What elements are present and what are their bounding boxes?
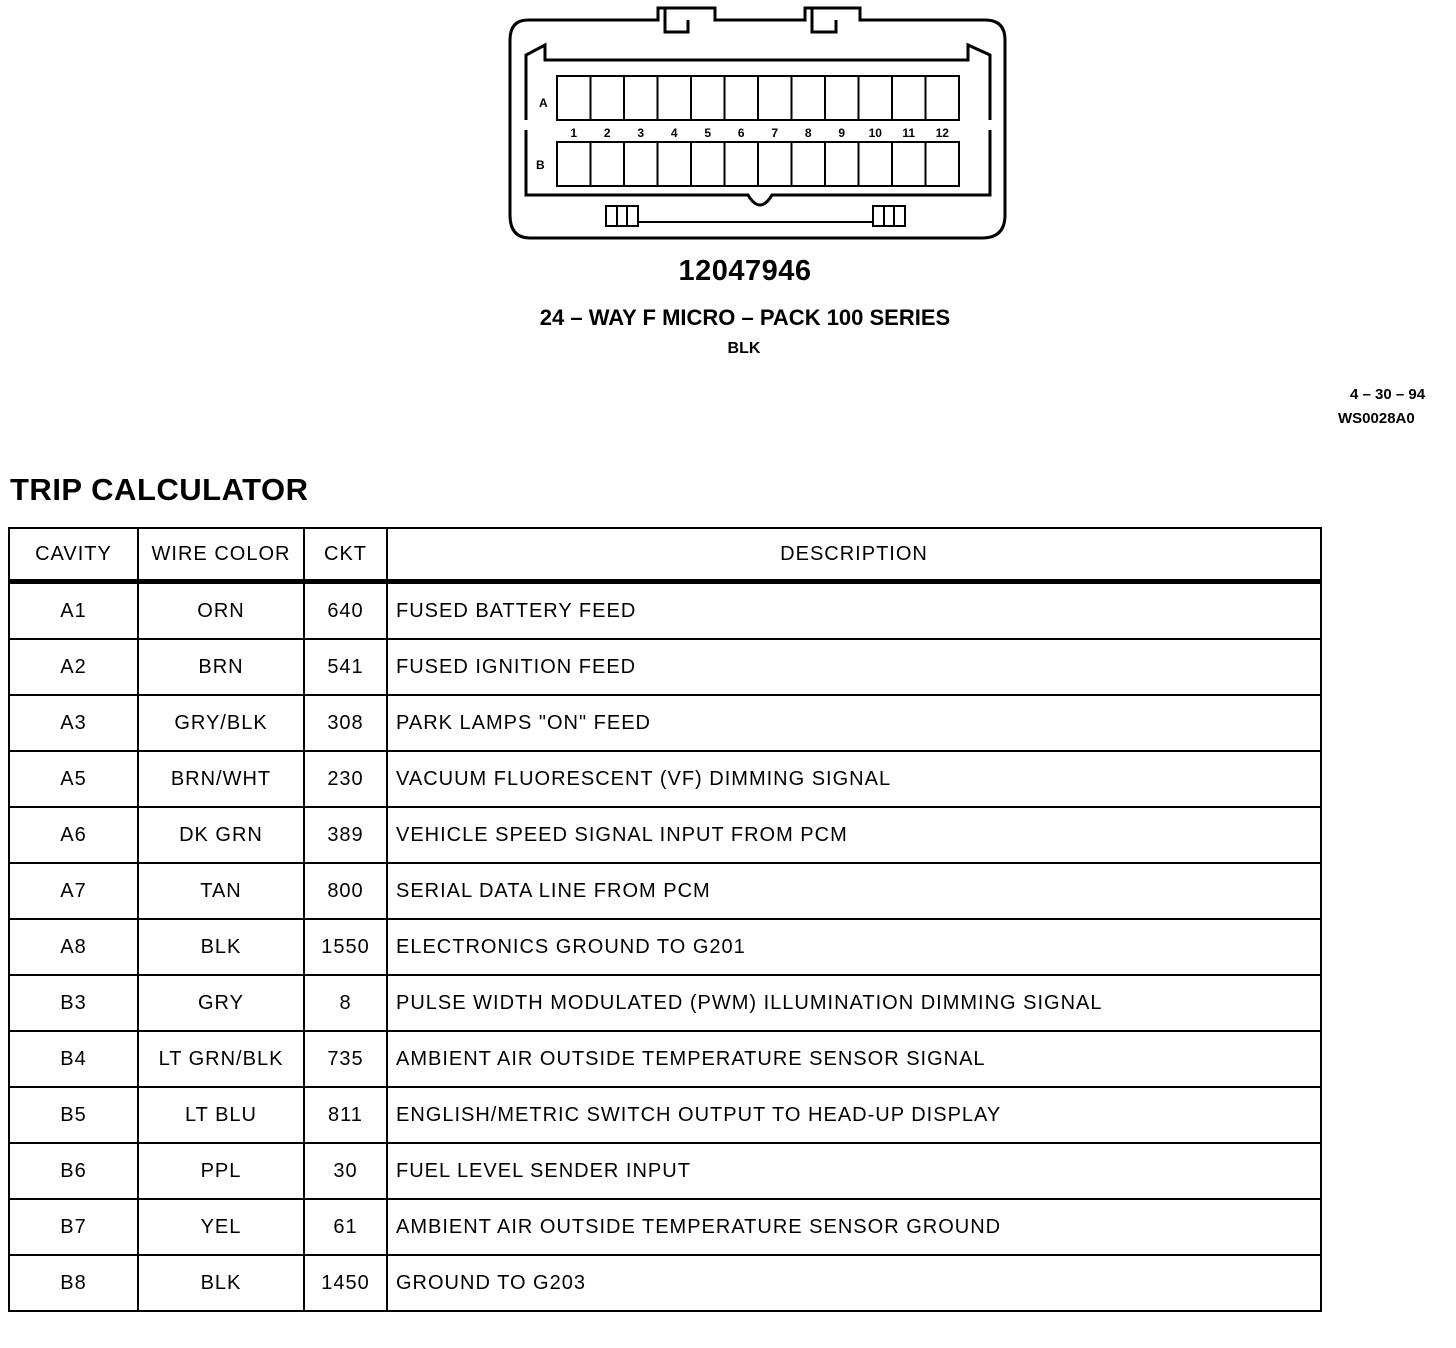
cell-ckt: 541 bbox=[304, 639, 387, 695]
cavity-number-label: 3 bbox=[637, 126, 645, 140]
cavity-b-5 bbox=[691, 142, 725, 186]
cavity-a-5 bbox=[691, 76, 725, 120]
table-row bbox=[9, 1143, 1321, 1199]
cell-description: FUSED IGNITION FEED bbox=[387, 639, 1321, 695]
table-row bbox=[9, 695, 1321, 751]
table-row bbox=[9, 1255, 1321, 1311]
cell-ckt: 308 bbox=[304, 695, 387, 751]
cell-cavity: A2 bbox=[9, 639, 138, 695]
cell-description: VACUUM FLUORESCENT (VF) DIMMING SIGNAL bbox=[387, 751, 1321, 807]
table-header-row bbox=[9, 528, 1321, 582]
cell-wire-color: BRN/WHT bbox=[138, 751, 304, 807]
cell-ckt: 230 bbox=[304, 751, 387, 807]
table-row bbox=[9, 1199, 1321, 1255]
cavity-number-label: 7 bbox=[771, 126, 779, 140]
cell-cavity: A3 bbox=[9, 695, 138, 751]
cell-description: VEHICLE SPEED SIGNAL INPUT FROM PCM bbox=[387, 807, 1321, 863]
connector-color: BLK bbox=[727, 340, 761, 357]
cell-ckt: 1450 bbox=[304, 1255, 387, 1311]
cavity-a-1 bbox=[557, 76, 591, 120]
cavity-number-label: 6 bbox=[737, 126, 745, 140]
cavity-number-label: 11 bbox=[902, 126, 916, 140]
cavity-a-8 bbox=[792, 76, 826, 120]
locking-tab-right bbox=[873, 206, 905, 226]
table-row bbox=[9, 639, 1321, 695]
cell-wire-color: LT GRN/BLK bbox=[138, 1031, 304, 1087]
cavity-a-3 bbox=[624, 76, 658, 120]
cavity-b-4 bbox=[658, 142, 692, 186]
table-row bbox=[9, 1087, 1321, 1143]
cell-cavity: B6 bbox=[9, 1143, 138, 1199]
cavity-b-1 bbox=[557, 142, 591, 186]
cell-ckt: 389 bbox=[304, 807, 387, 863]
cavity-number-label: 12 bbox=[935, 126, 949, 140]
cell-description: GROUND TO G203 bbox=[387, 1255, 1321, 1311]
cell-description: ELECTRONICS GROUND TO G201 bbox=[387, 919, 1321, 975]
cavity-b-2 bbox=[591, 142, 625, 186]
cavity-a-10 bbox=[859, 76, 893, 120]
connector-series: 24 – WAY F MICRO – PACK 100 SERIES bbox=[539, 305, 951, 330]
pinout-table bbox=[8, 527, 1322, 1312]
cell-ckt: 1550 bbox=[304, 919, 387, 975]
cell-wire-color: TAN bbox=[138, 863, 304, 919]
cavity-number-label: 9 bbox=[838, 126, 846, 140]
table-row bbox=[9, 582, 1321, 640]
document-date: 4 – 30 – 94 bbox=[1350, 386, 1426, 403]
pinout-table-body bbox=[9, 582, 1321, 1312]
connector-face-diagram bbox=[500, 0, 1020, 250]
cavity-a-2 bbox=[591, 76, 625, 120]
cell-description: SERIAL DATA LINE FROM PCM bbox=[387, 863, 1321, 919]
cell-wire-color: BLK bbox=[138, 919, 304, 975]
cell-ckt: 811 bbox=[304, 1087, 387, 1143]
cavity-a-11 bbox=[892, 76, 926, 120]
document-code: WS0028A0 bbox=[1338, 410, 1415, 427]
header-cavity: CAVITY bbox=[9, 528, 138, 582]
cell-wire-color: ORN bbox=[138, 582, 304, 640]
cell-description: FUSED BATTERY FEED bbox=[387, 582, 1321, 640]
cell-cavity: B5 bbox=[9, 1087, 138, 1143]
cavity-a-4 bbox=[658, 76, 692, 120]
cavity-a-7 bbox=[758, 76, 792, 120]
cavity-row-a bbox=[557, 76, 959, 120]
cell-cavity: A7 bbox=[9, 863, 138, 919]
cavity-b-10 bbox=[859, 142, 893, 186]
header-description: DESCRIPTION bbox=[387, 528, 1321, 582]
part-number: 12047946 bbox=[678, 255, 812, 287]
row-label-b: B bbox=[536, 158, 545, 172]
cell-cavity: B7 bbox=[9, 1199, 138, 1255]
header-ckt: CKT bbox=[304, 528, 387, 582]
cell-ckt: 800 bbox=[304, 863, 387, 919]
cell-wire-color: GRY bbox=[138, 975, 304, 1031]
table-row bbox=[9, 975, 1321, 1031]
cavity-number-label: 4 bbox=[670, 126, 678, 140]
cavity-number-label: 2 bbox=[603, 126, 611, 140]
cell-ckt: 8 bbox=[304, 975, 387, 1031]
cell-wire-color: BRN bbox=[138, 639, 304, 695]
cell-wire-color: YEL bbox=[138, 1199, 304, 1255]
cavity-number-labels bbox=[570, 126, 949, 140]
cavity-b-11 bbox=[892, 142, 926, 186]
cell-cavity: B3 bbox=[9, 975, 138, 1031]
cell-description: PULSE WIDTH MODULATED (PWM) ILLUMINATION DIMMING SIGNAL bbox=[387, 975, 1321, 1031]
table-row bbox=[9, 919, 1321, 975]
cavity-b-12 bbox=[926, 142, 960, 186]
cell-wire-color: BLK bbox=[138, 1255, 304, 1311]
table-row bbox=[9, 863, 1321, 919]
table-row bbox=[9, 1031, 1321, 1087]
cell-ckt: 61 bbox=[304, 1199, 387, 1255]
cell-wire-color: PPL bbox=[138, 1143, 304, 1199]
cavity-number-label: 1 bbox=[570, 126, 578, 140]
cell-wire-color: GRY/BLK bbox=[138, 695, 304, 751]
section-title: TRIP CALCULATOR bbox=[10, 472, 309, 507]
cell-description: PARK LAMPS "ON" FEED bbox=[387, 695, 1321, 751]
cavity-row-b bbox=[557, 142, 959, 186]
cell-cavity: B4 bbox=[9, 1031, 138, 1087]
cell-cavity: A6 bbox=[9, 807, 138, 863]
cavity-a-9 bbox=[825, 76, 859, 120]
cavity-a-6 bbox=[725, 76, 759, 120]
cavity-b-6 bbox=[725, 142, 759, 186]
table-row bbox=[9, 751, 1321, 807]
cell-wire-color: DK GRN bbox=[138, 807, 304, 863]
cell-description: ENGLISH/METRIC SWITCH OUTPUT TO HEAD-UP DISPLAY bbox=[387, 1087, 1321, 1143]
cell-description: AMBIENT AIR OUTSIDE TEMPERATURE SENSOR SIGNAL bbox=[387, 1031, 1321, 1087]
header-wire-color: WIRE COLOR bbox=[138, 528, 304, 582]
cavity-number-label: 10 bbox=[868, 126, 882, 140]
locking-tab-left bbox=[606, 206, 638, 226]
cell-wire-color: LT BLU bbox=[138, 1087, 304, 1143]
cell-cavity: B8 bbox=[9, 1255, 138, 1311]
row-label-a: A bbox=[539, 96, 548, 110]
cavity-number-label: 5 bbox=[704, 126, 712, 140]
cell-ckt: 640 bbox=[304, 582, 387, 640]
cell-description: FUEL LEVEL SENDER INPUT bbox=[387, 1143, 1321, 1199]
cavity-b-3 bbox=[624, 142, 658, 186]
cavity-b-9 bbox=[825, 142, 859, 186]
cavity-b-8 bbox=[792, 142, 826, 186]
table-row bbox=[9, 807, 1321, 863]
cell-cavity: A1 bbox=[9, 582, 138, 640]
cell-description: AMBIENT AIR OUTSIDE TEMPERATURE SENSOR GROUND bbox=[387, 1199, 1321, 1255]
cell-cavity: A5 bbox=[9, 751, 138, 807]
cavity-number-label: 8 bbox=[804, 126, 812, 140]
cell-ckt: 735 bbox=[304, 1031, 387, 1087]
cavity-a-12 bbox=[926, 76, 960, 120]
cavity-b-7 bbox=[758, 142, 792, 186]
cell-ckt: 30 bbox=[304, 1143, 387, 1199]
cell-cavity: A8 bbox=[9, 919, 138, 975]
